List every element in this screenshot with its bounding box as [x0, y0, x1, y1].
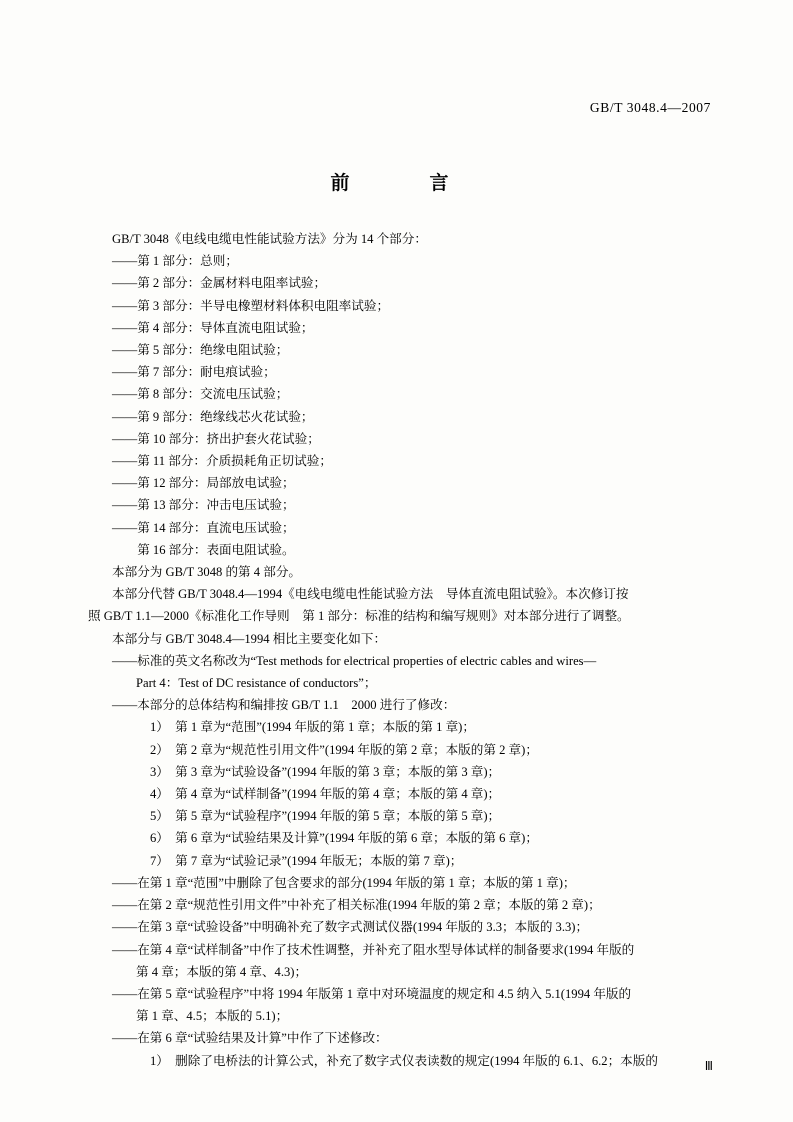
- list-item: ——第 12 部分：局部放电试验；: [112, 476, 295, 491]
- change-english-line1: ——标准的英文名称改为“Test methods for electrical properties of electric cables and wires—: [112, 653, 597, 668]
- list-item: ——第 3 部分：半导电橡塑材料体积电阻率试验；: [112, 298, 390, 313]
- page-header-standard-code: GB/T 3048.4—2007: [589, 100, 711, 115]
- chapter-item: 4） 第 4 章为“试样制备”(1994 年版的第 4 章；本版的第 4 章)；: [150, 787, 501, 802]
- change-chapter4-line1: ——在第 4 章“试样制备”中作了技术性调整，并补充了阻水型导体试样的制备要求(1994 年版的: [112, 942, 635, 957]
- list-item: ——第 2 部分：金属材料电阻率试验；: [112, 276, 327, 291]
- list-item: ——第 8 部分：交流电压试验；: [112, 387, 289, 402]
- page-title: 前 言: [330, 172, 463, 194]
- change-english-line2: Part 4：Test of DC resistance of conductors”；: [136, 676, 377, 691]
- chapter-item: 6） 第 6 章为“试验结果及计算”(1994 年版的第 6 章；本版的第 6 章)；: [150, 831, 538, 846]
- list-item: 第 16 部分：表面电阻试验。: [112, 542, 295, 557]
- list-item: ——第 4 部分：导体直流电阻试验；: [112, 320, 314, 335]
- chapter6-item: 1） 删除了电桥法的计算公式，补充了数字式仪表读数的规定(1994 年版的 6.1、6.2；本版的: [150, 1053, 658, 1068]
- list-item: ——第 9 部分：绝缘线芯火花试验；: [112, 409, 314, 424]
- change-chapter6: ——在第 6 章“试验结果及计算”中作了下述修改：: [112, 1031, 388, 1046]
- list-item: ——第 7 部分：耐电痕试验；: [112, 365, 276, 380]
- list-item: ——第 11 部分：介质损耗角正切试验；: [112, 454, 332, 469]
- foreword-body: [88, 228, 708, 1072]
- chapter-item: 7） 第 7 章为“试验记录”(1994 年版无；本版的第 7 章)；: [150, 853, 463, 868]
- paragraph-replace-line2: 照 GB/T 1.1—2000《标准化工作导则 第 1 部分：标准的结构和编写规则》对本部分进行了调整。: [88, 609, 630, 624]
- list-item: ——第 1 部分：总则；: [112, 254, 238, 269]
- change-list-item: ——在第 2 章“规范性引用文件”中补充了相关标准(1994 年版的第 2 章；本版的第 2 章)；: [112, 898, 601, 913]
- change-chapter5-line2: 第 1 章、4.5；本版的 5.1)；: [136, 1009, 289, 1024]
- change-list-item: ——在第 3 章“试验设备”中明确补充了数字式测试仪器(1994 年版的 3.3；本版的 3.3)；: [112, 920, 589, 935]
- paragraph-intro: GB/T 3048《电线电缆电性能试验方法》分为 14 个部分：: [112, 232, 427, 246]
- paragraph-this-part: 本部分为 GB/T 3048 的第 4 部分。: [112, 565, 302, 580]
- page-number: Ⅲ: [704, 1059, 713, 1073]
- chapter-item: 5） 第 5 章为“试验程序”(1994 年版的第 5 章；本版的第 5 章)；: [150, 809, 501, 824]
- paragraph-changes-intro: 本部分与 GB/T 3048.4—1994 相比主要变化如下：: [112, 631, 387, 646]
- change-list-item: ——在第 1 章“范围”中删除了包含要求的部分(1994 年版的第 1 章；本版的第 1 章)；: [112, 875, 576, 890]
- chapter-item: 2） 第 2 章为“规范性引用文件”(1994 年版的第 2 章；本版的第 2 章)；: [150, 742, 538, 757]
- change-chapter4-line2: 第 4 章；本版的第 4 章、4.3)；: [136, 964, 308, 979]
- list-item: ——第 14 部分：直流电压试验；: [112, 520, 295, 535]
- change-chapter5-line1: ——在第 5 章“试验程序”中将 1994 年版第 1 章中对环境温度的规定和 4.5 纳入 5.1(1994 年版的: [112, 986, 632, 1001]
- paragraph-replace-line1: 本部分代替 GB/T 3048.4—1994《电线电缆电性能试验方法 导体直流电阻试验》。本次修订按: [112, 587, 629, 602]
- change-structure: ——本部分的总体结构和编排按 GB/T 1.1 2000 进行了修改：: [112, 698, 456, 713]
- list-item: ——第 10 部分：挤出护套火花试验；: [112, 431, 320, 446]
- list-item: ——第 13 部分：冲击电压试验；: [112, 498, 295, 513]
- chapter-item: 1） 第 1 章为“范围”(1994 年版的第 1 章；本版的第 1 章)；: [150, 720, 475, 735]
- chapter-item: 3） 第 3 章为“试验设备”(1994 年版的第 3 章；本版的第 3 章)；: [150, 764, 501, 779]
- list-item: ——第 5 部分：绝缘电阻试验；: [112, 343, 289, 358]
